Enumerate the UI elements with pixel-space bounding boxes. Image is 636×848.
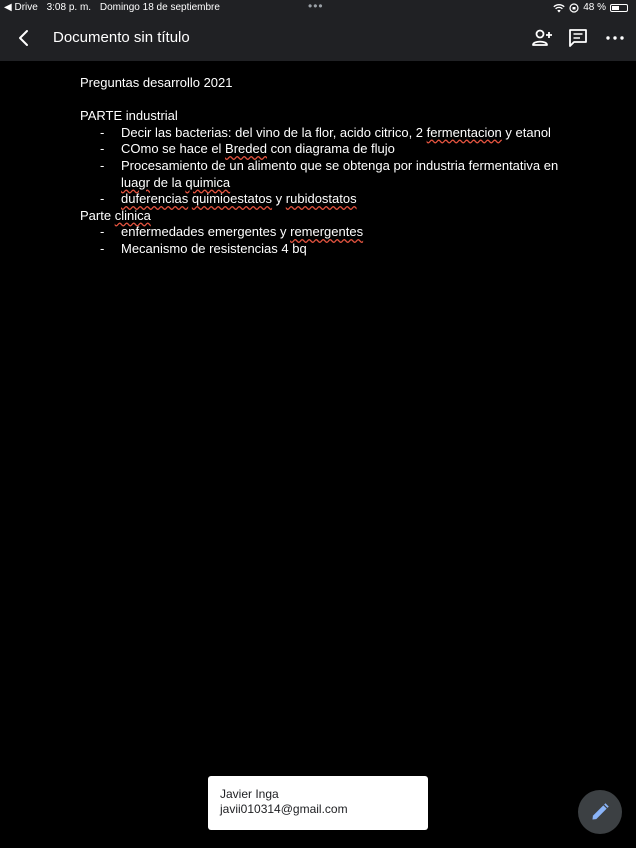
person-add-icon: [530, 26, 554, 50]
account-name: Javier Inga: [220, 787, 279, 801]
multitasking-dots[interactable]: •••: [308, 0, 324, 13]
doc-heading: Preguntas desarrollo 2021: [80, 75, 233, 90]
status-right: [553, 2, 628, 13]
wifi-icon: [553, 3, 565, 13]
section-text: Parte: [80, 207, 115, 223]
list-item-text: y: [272, 191, 286, 207]
section-industrial-title: PARTE industrial: [80, 108, 178, 124]
misspelled-word[interactable]: quimica: [185, 174, 231, 190]
misspelled-word[interactable]: duferencias: [121, 191, 189, 207]
battery-percent: 48 %: [583, 2, 606, 13]
list-item-text: Procesamiento de un alimento que se obtenga por industria fermentativa en: [121, 157, 559, 173]
back-button[interactable]: [14, 26, 34, 50]
list-item-text: Mecanismo de resistencias 4 bq: [121, 240, 307, 256]
misspelled-word[interactable]: fermentacion: [426, 124, 502, 140]
document-title[interactable]: Documento sin título: [53, 29, 190, 46]
list-item-text: COmo se hace el: [121, 141, 226, 157]
list-item: [80, 241, 580, 258]
misspelled-word[interactable]: luagr: [121, 174, 150, 190]
battery-icon: [610, 4, 628, 12]
comments-button[interactable]: [566, 26, 590, 50]
app-bar: [0, 16, 636, 61]
misspelled-word[interactable]: remergentes: [290, 224, 364, 240]
account-email: javii010314@gmail.com: [220, 802, 348, 816]
pencil-icon: [590, 802, 610, 822]
clinica-list: [80, 224, 580, 257]
list-item-text: Decir las bacterias: del vino de la flor, acido citrico, 2: [121, 124, 427, 140]
section-clinica-title: [80, 208, 580, 225]
list-item: [80, 191, 580, 208]
comment-icon: [566, 26, 590, 50]
list-item: [80, 125, 580, 142]
misspelled-word[interactable]: quimioestatos: [191, 191, 273, 207]
list-item-text: de la: [149, 174, 186, 190]
list-item-text: y etanol: [501, 124, 551, 140]
status-date: Domingo 18 de septiembre: [99, 2, 220, 13]
industrial-list: [80, 125, 580, 208]
list-item: [80, 158, 580, 191]
battery-fill: [612, 6, 619, 10]
share-button[interactable]: [530, 26, 554, 50]
more-horiz-icon: [603, 26, 627, 50]
list-item: [80, 141, 580, 158]
orientation-lock-icon: [569, 3, 579, 13]
back-to-drive-link[interactable]: ◀ Drive: [4, 2, 38, 13]
status-left: [4, 2, 226, 13]
list-item-text: enfermedades emergentes y: [121, 224, 291, 240]
more-options-button[interactable]: [603, 26, 627, 50]
status-bar: [0, 0, 636, 16]
misspelled-word[interactable]: clinica: [114, 207, 151, 223]
status-time: 3:08 p. m.: [46, 2, 92, 13]
document-body[interactable]: [80, 75, 580, 258]
chevron-left-icon: [14, 26, 34, 50]
account-toast: [208, 776, 428, 830]
misspelled-word[interactable]: Breded: [225, 141, 267, 157]
misspelled-word[interactable]: rubidostatos: [285, 191, 357, 207]
list-item: [80, 224, 580, 241]
list-item-text: con diagrama de flujo: [266, 141, 395, 157]
blank-line: [80, 92, 580, 109]
edit-fab[interactable]: [578, 790, 622, 834]
